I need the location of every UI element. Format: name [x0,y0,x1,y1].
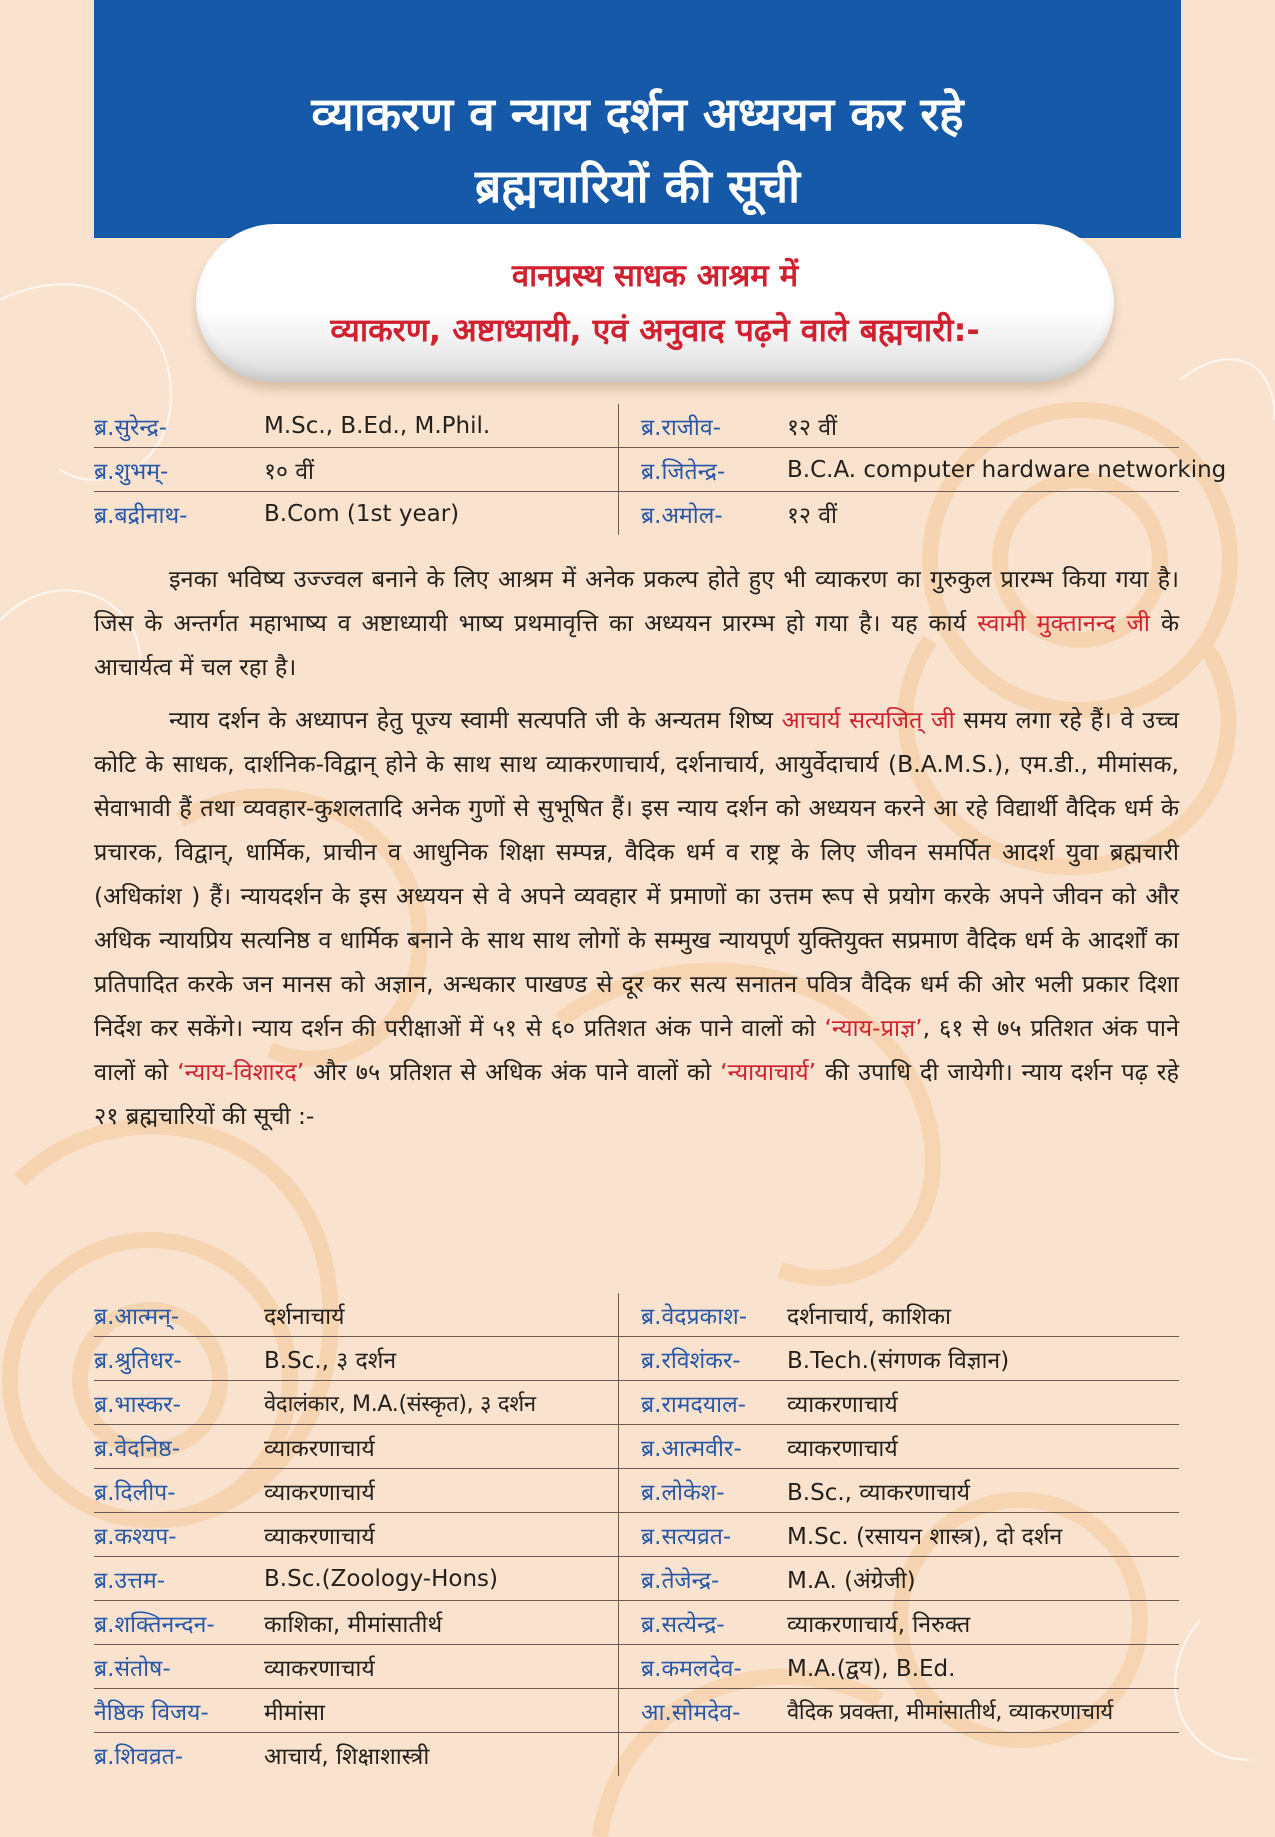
paragraph-text: इनका भविष्य उज्ज्वल बनाने के लिए आश्रम में अनेक प्रकल्प होते हुए भी व्याकरण का गुरुकुल प्रारम्भ किया गया है। जिस के अन्तर्गत महाभाष्य व अष्टाध्यायी भाष्य प्रथमावृत्ति का अध्ययन प्रारम्भ हो गया है। यह कार्य [94,565,1179,637]
table-row [94,404,1179,448]
student-name: ब्र.जितेन्द्र- [641,458,726,485]
student-name: ब्र.दिलीप- [94,1479,176,1506]
banner-line-2: व्याकरण, अष्टाध्यायी, एवं अनुवाद पढ़ने वाले बह्मचारी:- [330,311,980,349]
student-qualification: व्याकरणाचार्य [787,1391,898,1418]
student-name: ब्र.सुरेन्द्र- [94,414,168,441]
student-qualification: व्याकरणाचार्य [264,1469,619,1512]
student-name: ब्र.शुभम्- [94,458,169,485]
student-name: ब्र.आत्मन्- [94,1303,180,1330]
student-qualification: १० वीं [264,448,619,491]
grammar-students-table [94,404,1227,535]
student-name: आ.सोमदेव- [641,1699,741,1726]
paragraph-text: की उपाधि दी जायेगी। न्याय दर्शन पढ़ रहे २१ ब्रह्मचारियों की सूची :- [94,1058,1179,1130]
student-name: ब्र.राजीव- [641,414,721,441]
student-name: ब्र.तेजेन्द्र- [641,1567,720,1594]
student-name: ब्र.वेदप्रकाश- [641,1303,748,1330]
student-name: ब्र.श्रुतिधर- [94,1347,182,1374]
grammar-paragraph [94,557,1179,689]
student-qualification: B.Sc., व्याकरणाचार्य [787,1479,970,1506]
subtitle-banner [196,224,1114,382]
student-name: ब्र.रविशंकर- [641,1347,741,1374]
student-qualification: M.Sc. (रसायन शास्त्र), दो दर्शन [787,1523,1063,1550]
student-name: ब्र.भास्कर- [94,1391,181,1418]
table-row [94,1469,1179,1513]
student-qualification: १२ वीं [787,502,837,529]
student-qualification: वेदालंकार, M.A.(संस्कृत), ३ दर्शन [264,1381,619,1424]
student-qualification: B.Tech.(संगणक विज्ञान) [787,1347,1010,1374]
table-row [94,448,1227,492]
table-row [94,1425,1179,1469]
student-qualification: व्याकरणाचार्य [264,1513,619,1556]
table-row [94,1557,1179,1601]
page-title [94,78,1181,222]
student-qualification: M.A.(द्वय), B.Ed. [787,1655,956,1682]
student-qualification: काशिका, मीमांसातीर्थ [264,1601,619,1644]
student-qualification: १२ वीं [787,414,837,441]
student-name: ब्र.कश्यप- [94,1523,177,1550]
table-row [94,492,1179,535]
paragraph-text: , ६१ से ७५ प्रतिशत अंक पाने वालों को [94,1014,1179,1086]
paragraph-text: समय लगा रहे हैं। वे उच्च कोटि के साधक, दार्शनिक-विद्वान् होने के साथ साथ व्याकरणाचार्य, दर्शनाचार्य, आयुर्वेदाचार्य (B.A.M.S.), एम.डी., मीमांसक, सेवाभावी हैं तथा व्यवहार-कुशलतादि अनेक गुणों से सुभूषित हैं। इस न्याय दर्शन को अध्ययन करने आ रहे विद्यार्थी वैदिक धर्म के प्रचारक, विद्वान्, धार्मिक, प्राचीन व आधुनिक शिक्षा सम्पन्न, वैदिक धर्म व राष्ट्र के लिए जीवन समर्पित आदर्श युवा ब्रह्मचारी (अधिकांश ) हैं। न्यायदर्शन के इस अध्ययन से वे अपने व्यवहार में प्रमाणों का उत्तम रूप से प्रयोग करके अपने जीवन को और अधिक न्यायप्रिय सत्यनिष्ठ व धार्मिक बनाने के साथ साथ लोगों के सम्मुख न्यायपूर्ण युक्तियुक्त सप्रमाण वैदिक धर्म के आदर्शों का प्रतिपादित करके जन मानस को अज्ञान, अन्धकार पाखण्ड से दूर कर सत्य सनातन पवित्र वैदिक धर्म की ओर भली प्रकार दिशा निर्देश कर सकेंगे। न्याय दर्शन की परीक्षाओं में ५१ से ६० प्रतिशत अंक पाने वालों को [94,706,1179,1042]
degree-title: ‘न्यायाचार्य’ [720,1058,817,1086]
table-row [94,1293,1179,1337]
student-name: ब्र.रामदयाल- [641,1391,746,1418]
paragraph-text: और ७५ प्रतिशत से अधिक अंक पाने वालों को [313,1058,712,1086]
student-qualification: मीमांसा [264,1689,619,1732]
degree-title: ‘न्याय-प्राज्ञ’ [824,1014,923,1042]
student-qualification: B.C.A. computer hardware networking [787,456,1227,483]
student-qualification: व्याकरणाचार्य [787,1435,898,1462]
teacher-highlight: स्वामी मुक्तानन्द जी [977,609,1150,637]
table-row [94,1337,1179,1381]
student-name: ब्र.बद्रीनाथ- [94,502,188,529]
nyaya-students-table [94,1293,1179,1776]
student-qualification: B.Sc., ३ दर्शन [264,1337,619,1380]
paragraph-text: के आचार्यत्व में चल रहा है। [94,609,1179,681]
student-qualification: B.Com (1st year) [264,492,619,535]
student-name: ब्र.आत्मवीर- [641,1435,742,1462]
title-line-1: व्याकरण व न्याय दर्शन अध्ययन कर रहे [311,87,964,141]
student-qualification: B.Sc.(Zoology-Hons) [264,1557,619,1600]
student-qualification: व्याकरणाचार्य, निरुक्त [787,1611,971,1638]
student-name: ब्र.कमलदेव- [641,1655,742,1682]
table-row [94,1733,1179,1776]
student-qualification: व्याकरणाचार्य [264,1645,619,1688]
student-name: ब्र.सत्यव्रत- [641,1523,732,1550]
student-name: ब्र.लोकेश- [641,1479,725,1506]
student-name: ब्र.वेदनिष्ठ- [94,1435,181,1462]
table-row [94,1513,1179,1557]
student-qualification: वैदिक प्रवक्ता, मीमांसातीर्थ, व्याकरणाचार्य [787,1699,1113,1725]
banner-line-1: वानप्रस्थ साधक आश्रम में [511,258,799,294]
table-row [94,1689,1179,1733]
student-name: नैष्ठिक विजय- [94,1699,209,1726]
student-qualification: M.Sc., B.Ed., M.Phil. [264,404,619,447]
student-qualification: व्याकरणाचार्य [264,1425,619,1468]
table-row [94,1645,1179,1689]
student-name: ब्र.सत्येन्द्र- [641,1611,725,1638]
degree-title: ‘न्याय-विशारद’ [177,1058,305,1086]
table-row [94,1601,1179,1645]
student-name: ब्र.संतोष- [94,1655,171,1682]
student-qualification: M.A. (अंग्रेजी) [787,1567,916,1594]
student-qualification: दर्शनाचार्य [264,1293,619,1336]
student-qualification: दर्शनाचार्य, काशिका [787,1303,951,1330]
student-name: ब्र.शिवव्रत- [94,1743,184,1770]
student-qualification: आचार्य, शिक्षाशास्त्री [264,1733,619,1776]
nyaya-paragraph [94,698,1179,1138]
paragraph-text: न्याय दर्शन के अध्यापन हेतु पूज्य स्वामी सत्यपति जी के अन्यतम शिष्य [169,706,774,734]
student-name: ब्र.शक्तिनन्दन- [94,1611,215,1638]
student-name: ब्र.उत्तम- [94,1567,165,1594]
student-name: ब्र.अमोल- [641,502,723,529]
title-line-2: ब्रह्मचारियों की सूची [474,159,801,213]
teacher-highlight: आचार्य सत्यजित् जी [781,706,955,734]
table-row [94,1381,1179,1425]
